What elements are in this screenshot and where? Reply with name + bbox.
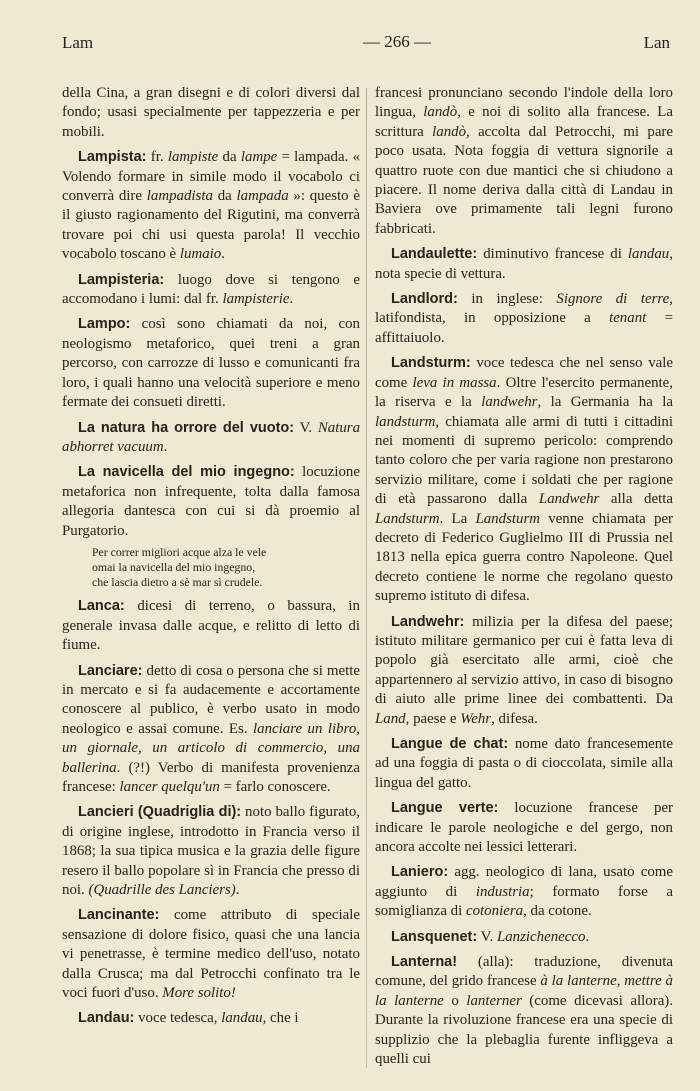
italic-term: lancer quelqu'un (119, 778, 220, 795)
entry-text: . (585, 928, 590, 945)
entry-lampista (62, 148, 360, 264)
entry-text: (come dicevasi allora). Durante la rivoluzione francese era una specie di supplizio che la plebaglia furente infliggeva a quelli cui (375, 992, 673, 1068)
italic-term: industria (475, 883, 530, 900)
header-right-guide-word: Lan (643, 33, 670, 52)
entry-text: locuzione metaforica non infrequente, tolta dalla famosa allegoria dantesca con cui si dà proemio al Purgatorio. (62, 464, 360, 539)
entry-la-natura (62, 419, 360, 458)
entry-text: voce tedesca che nel senso vale come (375, 355, 673, 391)
headword: Lampo: (78, 316, 131, 333)
headword: La navicella del mio ingegno: (78, 464, 295, 481)
entry-text: francesi pronunciano secondo l'indole della loro lingua, (375, 85, 673, 121)
entry-text: in inglese: (457, 291, 557, 308)
italic-term: un giornale (62, 740, 138, 757)
entry-text: . (235, 882, 240, 899)
headword: Landlord: (391, 291, 458, 308)
entry-text: della Cina, a gran disegni e di colori diversi dal fondo; usasi specialmente per tappezzeria e per mobili. (62, 85, 360, 140)
entry-text: ; formato forse a somiglianza di (375, 883, 673, 920)
entry-text: , (137, 740, 153, 757)
italic-term: leva in massa (412, 374, 497, 391)
italic-term: lumaio (179, 246, 222, 263)
headword: Lancinante: (78, 907, 160, 924)
entry-text: diminutivo francese di (477, 246, 628, 263)
entry-text: , (323, 740, 338, 757)
verse-line: che lascia dietro a sè mar sì crudele. (92, 574, 263, 589)
headword: Lanterna! (391, 954, 458, 971)
entry-lanciare (62, 662, 360, 798)
italic-term: lampada (236, 188, 289, 205)
entry-text: da (218, 149, 241, 166)
entry-lampisteria (62, 271, 360, 310)
column-divider (366, 88, 367, 1068)
italic-term: (Quadrille des Lanciers) (88, 882, 236, 899)
headword: Langue verte: (391, 800, 499, 817)
italic-term: cotoniera (465, 903, 524, 920)
italic-term: mettre à la lanterne (375, 973, 673, 1009)
entry-lancinante (62, 906, 360, 1003)
entry-la-navicella (62, 463, 360, 541)
entry-text: V. (477, 928, 497, 945)
entry-text: . (?!) Verbo di manifesta provenienza francese: (62, 759, 360, 795)
italic-term: Lanzichenecco (496, 928, 586, 945)
headword: Lampista: (78, 149, 147, 166)
running-header (62, 30, 670, 56)
entry-text: , e noi di solito alla francese. La scrittura (375, 104, 673, 140)
entry-text: »: questo è il giusto ragionamento del Rigutini, ma converrà trovare poi chi usi questa parola! Il vecchio vocabolo toscano è (62, 188, 360, 263)
italic-term: landsturm (375, 413, 436, 430)
italic-term: Wehr (460, 710, 492, 727)
entry-landlord (375, 290, 673, 348)
entry-lanterna (375, 953, 673, 1069)
verse-line: Per correr migliori acque alza le vele (92, 544, 267, 559)
entry-text: , (616, 973, 625, 990)
headword: Laniero: (391, 864, 449, 881)
italic-term: landau (221, 1010, 263, 1027)
entry-text: voce tedesca, (134, 1010, 222, 1027)
entry-text: alla detta (599, 491, 673, 508)
entry-landwehr (375, 613, 673, 729)
italic-term: una ballerina (62, 740, 360, 776)
entry-text: . (163, 438, 168, 455)
italic-term: tenant (609, 310, 647, 327)
entry-text: nome dato francesemente ad una foggia di pasta o di cioccolata, simile alla lingua del gatto. (375, 736, 673, 791)
entry-text: , nota specie di vettura. (375, 246, 673, 282)
left-column (62, 84, 360, 1035)
headword: Landsturm: (391, 355, 471, 372)
headword: Landau: (78, 1010, 135, 1027)
entry-landau-continuation (375, 84, 673, 239)
entry-text: = lampada. « Volendo formare in simile modo il vocabolo ci converrà dire (62, 149, 361, 205)
headword: Lampisteria: (78, 271, 165, 288)
headword: Landaulette: (391, 246, 478, 263)
entry-text: , la Germania ha la (537, 394, 673, 411)
italic-term: lampadista (146, 188, 213, 205)
entry-text: dicesi di terreno, o bassura, in generale invasa dalle acque, e relitto di letto di fiume. (62, 598, 360, 654)
entry-text: , accolta dal Petrocchi, mi pare poco usata. Nota foggia di vettura signorile a quattro ruote con due mantici che si chiudono a piacere. Il nome deriva dalla città di Landau in Baviera ove primamente tali legni furono fabbricati. (375, 123, 673, 237)
italic-term: Landsturm (475, 510, 540, 527)
entry-lancieri (62, 803, 360, 900)
italic-term: Signore di terre (556, 291, 670, 308)
entry-lampo (62, 315, 360, 412)
entry-text: da (212, 188, 237, 205)
entry-text: o (443, 992, 467, 1009)
entry-text: , difesa. (491, 710, 538, 727)
italic-term: à la lanterne (540, 973, 617, 990)
headword: Lansquenet: (391, 928, 478, 945)
entry-text: . (221, 246, 225, 263)
entry-text: = affittaiuolo. (375, 310, 673, 346)
headword: La natura ha orrore del vuoto: (78, 419, 295, 436)
entry-text: . (289, 291, 294, 308)
italic-term: lanterner (466, 992, 522, 1009)
header-left-guide-word: Lam (62, 33, 94, 52)
headword: Langue de chat: (391, 736, 509, 752)
entry-text: V. (294, 419, 318, 436)
entry-text: (alla): traduzione, divenuta comune, del grido francese (375, 954, 673, 990)
italic-term: landau (627, 246, 670, 263)
italic-term: landò (432, 123, 467, 140)
entry-text: , latifondista, in opposizione a (375, 291, 673, 327)
entry-text: , (356, 720, 360, 737)
italic-term: Landsturm (375, 510, 440, 527)
entry-text: così sono chiamati da noi, con neologismo metaforico, quei treni a gran percorso, con carrozze di lusso e comunicanti fra loro, i quali hanno una velocità superiore e meno fermate dei consueti diretti. (62, 316, 360, 411)
entry-text: , paese e (405, 710, 461, 727)
verse-quotation (92, 545, 360, 589)
entry-text: , che i (262, 1010, 299, 1027)
entry-lanca (62, 597, 360, 655)
italic-term: landwehr (481, 394, 538, 411)
entry-text: , chiamata alle armi di tutti i cittadini nei momenti di supremo pericolo: comprendo tanto coloro che per varia ragione non prestarono servizio militare, come i soldati che per ragione di età passarono dalla (375, 413, 673, 508)
italic-term: lampiste (167, 149, 219, 166)
italic-term: Land (375, 710, 406, 727)
entry-langue-de-chat (375, 735, 673, 793)
entry-text: agg. neologico di lana, usato come aggiunto di (375, 864, 673, 900)
entry-continuation (62, 84, 360, 142)
entry-text: luogo dove si tengono e accomodano i lumi: dal fr. (62, 271, 360, 308)
entry-text: noto ballo figurato, di origine inglese, introdotto in Francia verso il 1868; la sua tipica musica e la grazia delle figure resero il ballo popolare sì in Francia che presso di noi. (62, 804, 360, 899)
italic-term: More solito! (162, 985, 236, 1002)
headword: Lanca: (78, 598, 125, 615)
entry-landsturm (375, 354, 673, 606)
entry-laniero (375, 863, 673, 921)
italic-term: Natura abhorret vacuum (62, 419, 361, 455)
entry-text: detto di cosa o persona che si mette in mercato e si fa audacemente e accortamente conoscere al publico, è verbo usato in modo neologico e assai comune. Es. (62, 662, 360, 737)
entry-landaulette (375, 245, 673, 284)
italic-term: lanciare un libro (253, 720, 357, 737)
italic-term: un articolo di commercio (152, 740, 324, 757)
italic-term: landò (423, 104, 458, 121)
entry-text: venne chiamata per decreto di Federico Guglielmo III di Prussia nel 1813 nella epica guerra contro Napoleone. Quel decreto contiene le norme che regolano questo supremo istituto di difesa. (375, 510, 674, 605)
headword: Lancieri (Quadriglia di): (78, 804, 242, 821)
entry-landau (62, 1009, 360, 1028)
entry-text: = farlo conoscere. (219, 778, 331, 795)
entry-text: , da cotone. (523, 903, 592, 920)
entry-text: milizia per la difesa del paese; istituto militare germanico per cui è fatta leva di popolo già esercitato alle armi, cioè che appartennero al servizio attivo, in caso di bisogno di aiuto alle prime linee dei combattenti. Da (375, 613, 673, 708)
headword: Lanciare: (78, 662, 143, 679)
italic-term: Landwehr (538, 491, 600, 508)
entry-lansquenet (375, 928, 673, 947)
entry-text: locuzione francese per indicare le parole neologiche e del gergo, non ancora accolte nei lessici letterari. (375, 800, 673, 856)
right-column (375, 84, 673, 1076)
italic-term: lampisterie (222, 291, 290, 308)
entry-langue-verte (375, 799, 673, 857)
headword: Landwehr: (391, 613, 465, 630)
entry-text: come attributo di speciale sensazione di dolore fisico, quasi che una lancia vi penetrasse, è termine medico dell'uso, notato dalla Crusca; ma dal Petrocchi confinato tra le voci fuori d'uso. (62, 907, 360, 1002)
entry-text: . La (439, 510, 476, 527)
italic-term: lampe (240, 149, 278, 166)
entry-text: . Oltre l'esercito permanente, la riserva e la (375, 374, 673, 411)
entry-text: fr. (146, 149, 168, 166)
verse-line: omai la navicella del mio ingegno, (92, 559, 256, 574)
page-number: — 266 — (363, 32, 431, 51)
